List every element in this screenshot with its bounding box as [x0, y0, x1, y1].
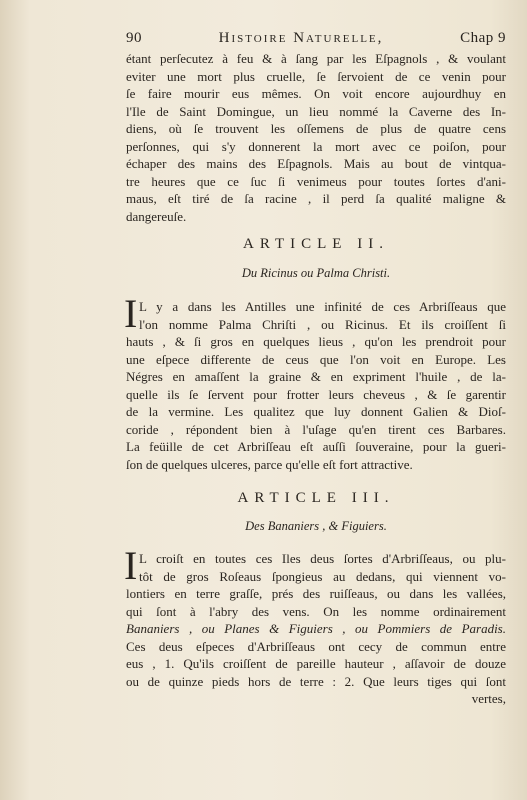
text-line: dangereuſe. — [126, 208, 187, 224]
text-line: échaper des mains des Eſpagnols. Mais au bout de vintqua- — [126, 156, 506, 171]
text-line: tôt de gros Roſeaus ſpongieus au dedans, qui viennent vo- — [139, 568, 506, 584]
text-line: l'Ile de Saint Domingue, un lieu nommé la Caverne des In- — [126, 103, 506, 119]
page-number: 90 — [126, 30, 142, 46]
text-line: eviter une mort plus cruelle, ſe ſervoient de ce venin pour — [126, 68, 506, 84]
drop-cap: I — [124, 291, 138, 336]
text-line: étant perſecutez à feu & à ſang par les Eſpagnols , & voulant — [126, 51, 506, 66]
text-line: L y a dans les Antilles une infinité de ces Arbriſſeaus que — [139, 299, 506, 314]
text-line: ſe faire mourir eus mêmes. On voit encore aujourdhuy en — [126, 86, 506, 101]
catchword: vertes, — [471, 691, 506, 706]
drop-cap: I — [124, 543, 138, 588]
text-line: qui ſont à l'abry des vens. On les nomme ordinairement — [126, 603, 506, 619]
text-line: Bananiers , ou Planes & Figuiers , ou Pommiers de Paradis. — [126, 621, 506, 636]
text-line: de la vermine. Les qualitez que luy donnent Galien & Dioſ- — [126, 404, 506, 419]
text-line: lontiers en terre graſſe, prés des ruiſſeaus, ou dans les vallées, — [126, 586, 506, 601]
article-2-subtitle: Du Ricinus ou Palma Christi. — [241, 266, 391, 280]
text-line: Ces deus eſpeces d'Arbriſſeaus ont cecy de commun entre — [126, 638, 506, 654]
text-line: quelle ils ſe ſervent pour frotter leurs cheveus , & ſe garentir — [126, 386, 506, 402]
text-line: coride , répondent bien à l'uſage qu'en tirent ces Barbares. — [126, 421, 506, 437]
text-line: l'on nomme Palma Chriſti , ou Ricinus. Et ils croiſſent ſi — [139, 316, 506, 332]
text-line: tre heures que ce ſuc ſi venimeus pour toutes ſortes d'ani- — [126, 173, 506, 189]
paragraph-1 — [126, 50, 506, 225]
article-2-heading: ARTICLE II. — [243, 236, 389, 252]
article-3-heading: ARTICLE III. — [237, 490, 395, 506]
text-line: ſon de quelques ulceres, parce qu'elle eſt fort attractive. — [126, 456, 413, 472]
text-line: perſonnes, qui s'y donnerent la mort avec ce poiſon, pour — [126, 138, 506, 154]
running-header — [126, 30, 506, 47]
text-line: ou de quinze pieds hors de terre : 2. Que leurs tiges qui ſont — [126, 673, 506, 689]
text-line: L croiſt en toutes ces Iles deus ſortes d'Arbriſſeaus, ou plu- — [139, 551, 506, 566]
text-line: maus, eſt tiré de ſa racine , il perd ſa qualité maligne & — [126, 191, 506, 206]
paragraph-2 — [126, 298, 506, 473]
text-line: Négres en amaſſent la graine & en expriment l'huile , de la- — [126, 369, 506, 384]
chapter-label: Chap 9 — [460, 30, 506, 46]
paragraph-3 — [126, 550, 506, 708]
text-line: diens, où ſe trouvent les oſſemens de plus de quatre cens — [126, 121, 506, 136]
text-line: hauts , & ſi gros en quelques lieus , qu'on les prendroit pour — [126, 334, 506, 349]
article-3-subtitle: Des Bananiers , & Figuiers. — [245, 519, 387, 533]
running-title: Histoire Naturelle, — [218, 30, 384, 46]
text-line: eus , 1. Qu'ils croiſſent de pareille hauteur , aſſavoir de douze — [126, 656, 506, 671]
text-line: une eſpece differente de ceus que l'on voit en Europe. Les — [126, 351, 506, 367]
text-line: La feüille de cet Arbriſſeau eſt auſſi ſouveraine, pour la gueri- — [126, 439, 506, 454]
